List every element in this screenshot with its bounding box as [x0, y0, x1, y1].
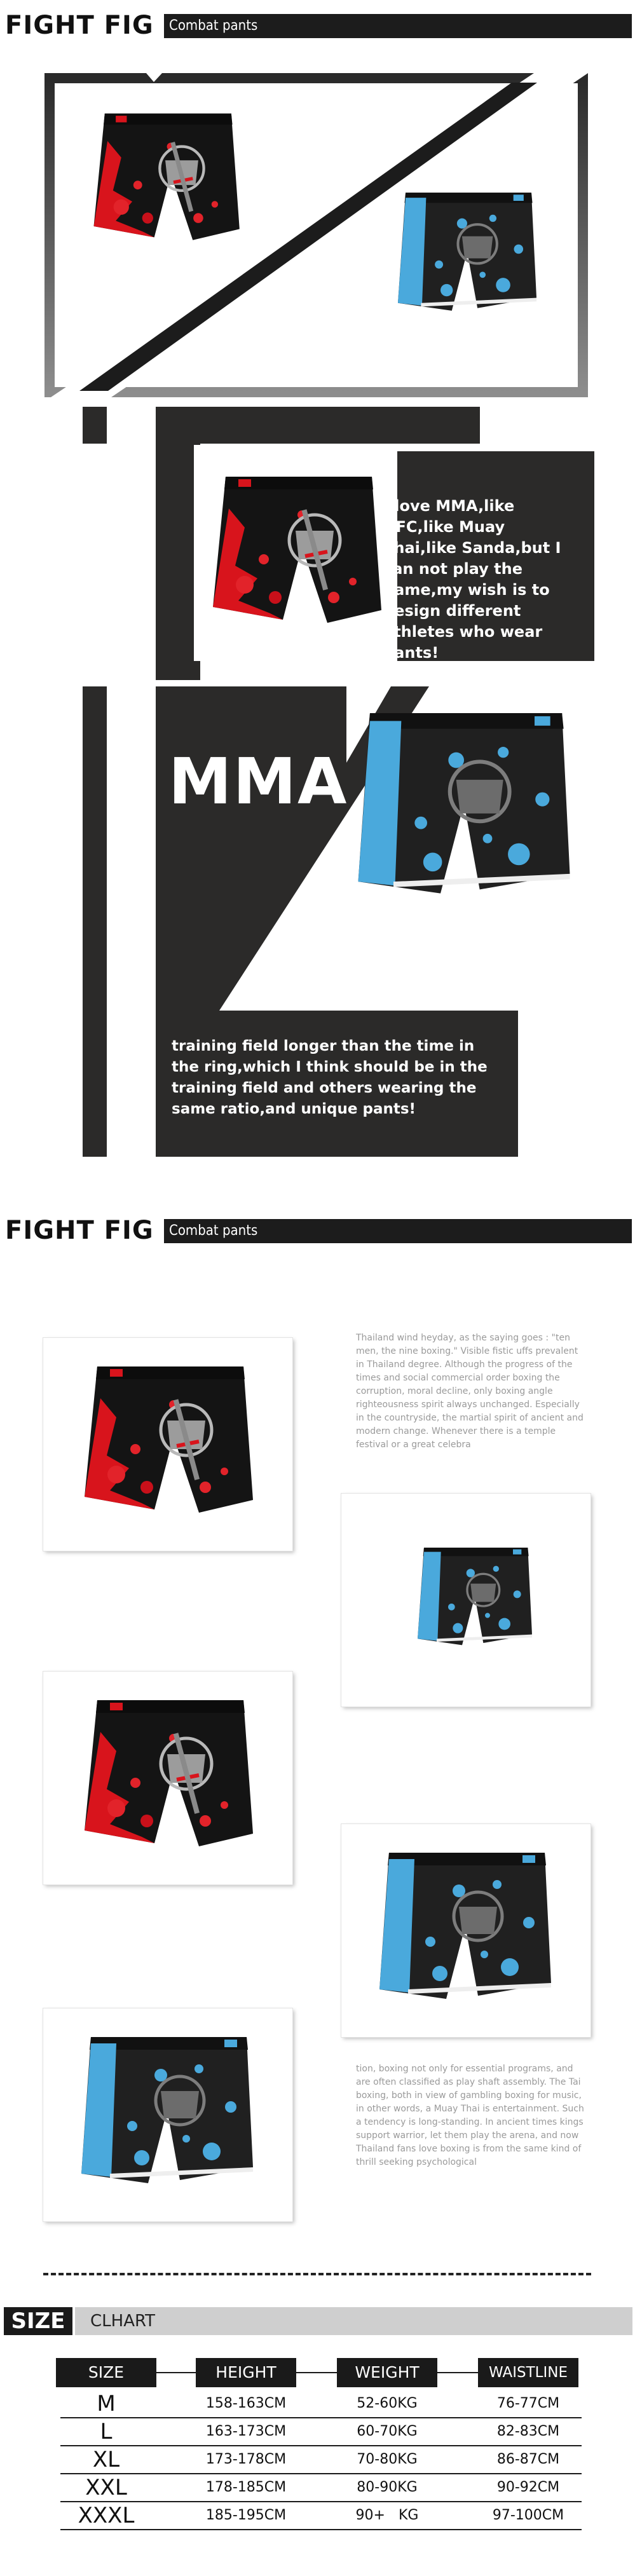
size-title-box	[4, 2307, 72, 2335]
size-header-height: HEIGHT	[196, 2358, 296, 2387]
size-cell: XL	[92, 2447, 120, 2472]
header-connector	[437, 2372, 478, 2373]
gallery-paragraph-1: Thailand wind heyday, as the saying goes : "ten men, the nine boxing." Visible fistic uffs prevalent in Thailand degree. Although the progress of the times and social commercial order boxing the corruption, moral decline, only boxing angle righteousness spirit always unchanged. Especially in the countryside, the martial spirit of ancient and modern change. Whenever there is a temple festival or a great celebra	[356, 1333, 584, 1450]
header-connector	[156, 2372, 196, 2373]
size-cell: XXXL	[78, 2503, 135, 2528]
size-title: SIZE	[11, 2308, 65, 2334]
size-header-waistline: WAISTLINE	[478, 2358, 578, 2387]
section1-subtitle: Combat pants	[169, 18, 258, 34]
size-cell: 163-173CM	[205, 2423, 287, 2439]
story-panel	[79, 407, 607, 1157]
header-connector	[296, 2372, 337, 2373]
size-subtitle-bar	[75, 2307, 632, 2335]
gallery-shorts-3	[72, 1684, 263, 1869]
gallery-photo-2	[341, 1494, 591, 1707]
section2-title: FIGHT FIG	[5, 1216, 154, 1245]
gallery-shorts-4	[370, 1837, 561, 2021]
size-header-size: SIZE	[56, 2358, 156, 2387]
size-cell: L	[100, 2419, 113, 2444]
size-header-weight: WEIGHT	[337, 2358, 437, 2387]
size-cell: 52-60KG	[357, 2395, 418, 2411]
size-cell: XXL	[85, 2475, 127, 2500]
size-cell: 86-87CM	[496, 2451, 560, 2467]
size-cell: 185-195CM	[205, 2507, 287, 2523]
story-shorts-red	[200, 458, 391, 648]
section2-header-bar	[164, 1219, 632, 1243]
size-cell: 173-178CM	[205, 2451, 287, 2467]
size-cell: 60-70KG	[357, 2423, 418, 2439]
section1-header-bar	[164, 14, 632, 38]
dashed-separator	[43, 2273, 591, 2275]
size-cell: 90-92CM	[496, 2479, 560, 2495]
size-cell: 158-163CM	[205, 2395, 287, 2411]
gallery-photo-4	[341, 1824, 591, 2037]
size-cell: M	[97, 2391, 116, 2416]
size-cell: 97-100CM	[492, 2507, 564, 2523]
section2-subtitle: Combat pants	[169, 1223, 258, 1239]
gallery-photo-1	[43, 1338, 292, 1551]
size-cell: 82-83CM	[496, 2423, 560, 2439]
size-cell: 90+ KG	[355, 2507, 419, 2523]
size-cell: 178-185CM	[205, 2479, 287, 2495]
size-cell: 80-90KG	[357, 2479, 418, 2495]
hero-frame	[44, 73, 588, 397]
section1-title: FIGHT FIG	[5, 11, 154, 40]
training-text: training field longer than the time in the ring,which I think should be in the training field and others wearing the same ratio,and unique pants!	[172, 1038, 488, 1117]
row-divider	[60, 2501, 582, 2502]
gallery-shorts-5	[72, 2021, 263, 2205]
gallery-photo-3	[43, 1672, 292, 1884]
hero-shorts-red	[83, 108, 248, 251]
size-cell: 70-80KG	[357, 2451, 418, 2467]
gallery-photo-5	[43, 2008, 292, 2221]
story-shorts-blue	[346, 699, 582, 915]
hero-shorts-blue	[388, 187, 547, 321]
row-divider	[60, 2529, 582, 2530]
size-subtitle: CLHART	[90, 2312, 156, 2331]
gallery-paragraph-2: tion, boxing not only for essential programs, and are often classified as play shaft assembly. The Tai boxing, both in view of gambling boxing for music, in other words, a Muay Thai is entertainment. Such a tendency is long-standing. In ancient times kings support warrior, let them play the arena, and now Thailand fans love boxing is from the same kind of thrill seeking psychological	[356, 2064, 584, 2167]
row-divider	[60, 2445, 582, 2446]
mma-label: MMA	[168, 744, 348, 819]
gallery-shorts-1	[72, 1351, 263, 1535]
story-text: I love MMA,like UFC,like Muay Thai,like Sanda,but I can not play the game,my wish is to design different athletes who wear pants!	[383, 497, 561, 662]
row-divider	[60, 2417, 582, 2418]
gallery-shorts-2	[411, 1506, 538, 1691]
row-divider	[60, 2473, 582, 2474]
story-photo-red	[194, 445, 397, 661]
size-cell: 76-77CM	[496, 2395, 560, 2411]
